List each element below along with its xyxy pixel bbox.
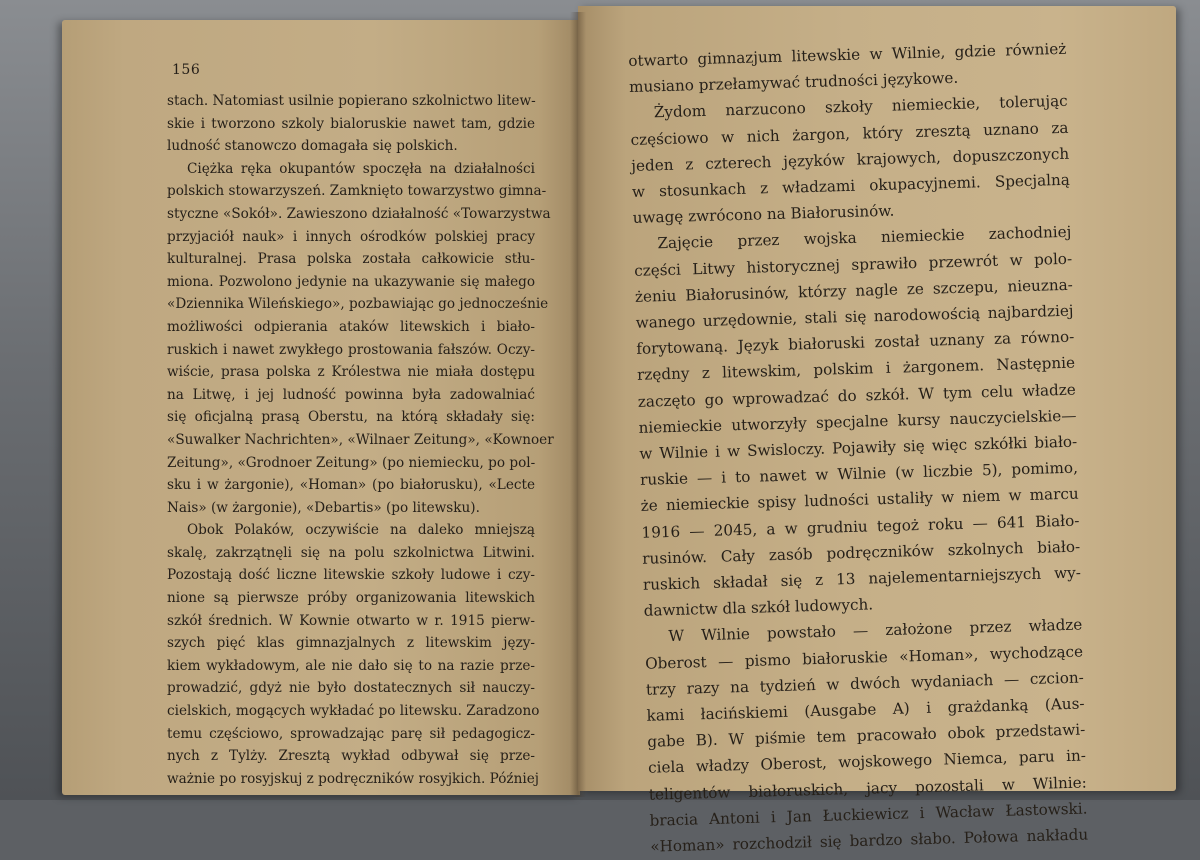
text-line: nione są pierwsze próby organizowania litewskich bbox=[167, 590, 535, 607]
text-line: uwagę zwrócono na Białorusinów. bbox=[632, 201, 895, 228]
text-line: się oficjalną prasą Oberstu, na którą składały się: bbox=[167, 409, 535, 426]
text-line: możliwości odpierania ataków litewskich i biało- bbox=[167, 318, 535, 335]
text-line: kiem wykładowym, ale nie dało się to na razie prze- bbox=[167, 657, 535, 674]
text-line: sku i w żargonie), «Homan» (po białorusku), «Lecte bbox=[167, 477, 535, 494]
text-line: Nais» (w żargonie), «Debartis» (po litewsku). bbox=[167, 499, 480, 516]
text-line: cielskich, mogących wykładać po litewsku. Zaradzono bbox=[167, 703, 540, 720]
text-line: przyjaciół nauk» i innych ośrodków polskiej pracy bbox=[167, 228, 535, 245]
text-line: że niemieckie spisy ludności ustaliły w niem w marcu bbox=[640, 485, 1079, 516]
text-line: forytowaną. Język białoruski został uznany za równo- bbox=[636, 327, 1075, 359]
left-page bbox=[62, 20, 580, 795]
text-line: trzy razy na tydzień w dwóch wydaniach — czcion- bbox=[645, 668, 1085, 699]
text-line: «Homan» rozchodził się bardzo słabo. Połowa nakładu bbox=[650, 825, 1089, 856]
text-line: ruskich i nawet zwykłego prostowania fałszów. Oczy- bbox=[167, 341, 535, 358]
text-line: w stosunkach z władzami okupacyjnemi. Specjalną bbox=[631, 170, 1071, 201]
text-line: skalę, zakrzątnęli się na polu szkolnictwa Litwini. bbox=[167, 544, 535, 561]
text-line: «Dziennika Wileńskiego», pozbawiając go jednocześnie bbox=[167, 296, 549, 313]
text-line: Zajęcie przez wojska niemieckie zachodniej bbox=[657, 223, 1072, 253]
text-line: nych z Tylży. Zresztą wykład odbywał się prze- bbox=[167, 748, 535, 765]
text-line: wanego urzędownie, stali się narodowością najbardziej bbox=[635, 301, 1074, 332]
text-line: Żydom narzucono szkoły niemieckie, tolerując bbox=[653, 92, 1068, 122]
text-line: styczne «Sokół». Zawieszono działalność «Towarzystwa bbox=[167, 205, 551, 222]
text-line: ludność stanowczo domagała się polskich. bbox=[167, 138, 458, 155]
text-line: gabe B). W piśmie tem pracowało obok przedstawi- bbox=[647, 720, 1086, 752]
text-line: na Litwę, i jej ludność powinna była zadowalniać bbox=[167, 386, 535, 403]
text-line: miona. Pozwolono jedynie na ukazywanie się małego bbox=[167, 273, 535, 290]
text-line: temu częściowo, sprowadzając parę sił pedagogicz- bbox=[167, 725, 535, 742]
right-page-text bbox=[628, 36, 1089, 860]
text-line: ruskich składał się z 13 najelementarniejszych wy- bbox=[642, 563, 1082, 594]
text-line: ruskie — i to nawet w Wilnie (w liczbie 5), pomimo, bbox=[639, 458, 1079, 490]
book-gutter bbox=[570, 12, 586, 797]
text-line: «Suwalker Nachrichten», «Wilnaer Zeitung», «Kownoer bbox=[167, 431, 554, 448]
text-line: bracia Antoni i Jan Łuckiewicz i Wacław Łastowski. bbox=[649, 799, 1088, 830]
text-line: rzędny z litewskim, polskim i żargonem. Następnie bbox=[636, 354, 1076, 385]
text-line: Pozostają dość liczne litewskie szkoły ludowe i czy- bbox=[167, 567, 535, 584]
text-line: Ciężka ręka okupantów spoczęła na działalności bbox=[187, 160, 535, 177]
text-line: ważnie po rosyjskuj z podręczników rosyjkich. Później bbox=[167, 770, 539, 787]
text-line: W Wilnie powstało — założone przez władze bbox=[668, 616, 1083, 646]
right-page bbox=[578, 6, 1176, 856]
text-line: prowadzić, gdyż nie było dostatecznych sił nauczy- bbox=[167, 680, 535, 697]
text-line: kulturalnej. Prasa polska została całkowicie stłu- bbox=[167, 251, 535, 268]
text-line: Oberost — pismo białoruskie «Homan», wychodzące bbox=[644, 642, 1084, 673]
text-line: musiano przełamywać trudności językowe. bbox=[628, 68, 959, 97]
text-line: części Litwy historycznej sprawiło przewrót w polo- bbox=[633, 249, 1073, 280]
left-page-text bbox=[167, 90, 554, 790]
text-line: 1916 — 2045, a w grudniu tegoż roku — 641 Biało- bbox=[641, 511, 1080, 542]
text-line: stach. Natomiast usilnie popierano szkolnictwo litew- bbox=[167, 93, 536, 109]
page-number: 156 bbox=[172, 62, 201, 78]
text-line: wiście, prasa polska z Królestwa nie miała dostępu bbox=[167, 364, 535, 381]
text-line: w Wilnie i w Swisloczy. Pojawiły się więc szkółki biało- bbox=[639, 432, 1078, 463]
text-line: polskich stowarzyszeń. Zamknięto towarzystwo gimna- bbox=[167, 183, 547, 200]
text-line: Obok Polaków, oczywiście na daleko mniejszą bbox=[187, 522, 535, 539]
text-line: szych pięć klas gimnazjalnych z litewskim języ- bbox=[167, 635, 535, 652]
text-line: jeden z czterech języków krajowych, dopuszczonych bbox=[631, 144, 1070, 175]
text-line: kami łacińskiemi (Ausgabe A) i grażdanką (Aus- bbox=[646, 694, 1085, 725]
text-line: żeniu Białorusinów, którzy nagle ze szczepu, nieuzna- bbox=[634, 275, 1074, 306]
text-line: otwarto gimnazjum litewskie w Wilnie, gdzie również bbox=[628, 39, 1067, 70]
text-line: rusinów. Cały zasób podręczników szkolnych biało- bbox=[642, 537, 1081, 568]
text-line: skie i tworzono szkoly bialoruskie nawet tam, gdzie bbox=[167, 115, 535, 132]
text-line: zaczęto go wprowadzać do szkół. W tym celu władze bbox=[637, 380, 1076, 411]
text-line: ciela władzy Oberost, wojskowego Niemca, paru in- bbox=[647, 746, 1087, 778]
text-line: częściowo w nich żargon, który zresztą uznano za bbox=[630, 118, 1069, 149]
text-line: dawnictw dla szkół ludowych. bbox=[643, 595, 874, 621]
text-line: niemieckie utworzyły specjalne kursy nauczycielskie— bbox=[638, 406, 1077, 437]
text-line: Zeitung», «Grodnoer Zeitung» (po niemiecku, po pol- bbox=[167, 454, 536, 471]
text-line: szkół średnich. W Kownie otwarto w r. 1915 pierw- bbox=[167, 612, 535, 629]
text-line: teligentów białoruskich, jacy pozostali w Wilnie: bbox=[648, 773, 1087, 804]
